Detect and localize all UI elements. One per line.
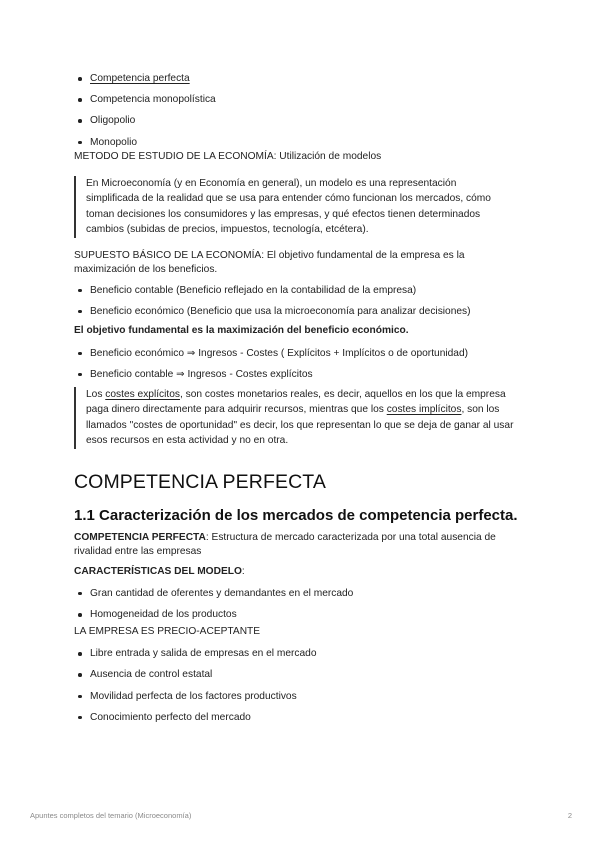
list-item: Competencia monopolística xyxy=(74,93,524,106)
list-item: Movilidad perfecta de los factores productivos xyxy=(74,690,524,703)
list-item: Beneficio contable (Beneficio reflejado en la contabilidad de la empresa) xyxy=(74,284,524,297)
list-item: Ausencia de control estatal xyxy=(74,668,524,681)
objective-statement xyxy=(74,324,524,338)
list-link[interactable]: Competencia perfecta xyxy=(90,73,190,84)
subsection-heading: 1.1 Caracterización de los mercados de competencia perfecta. xyxy=(74,506,518,524)
profit-list xyxy=(74,284,524,318)
basic-assumption: SUPUESTO BÁSICO DE LA ECONOMÍA: El objetivo fundamental de la empresa es la maximización de los beneficios. xyxy=(74,249,465,275)
quote-text: , son costes monetarios reales, es decir, aquellos en los que la empresa paga dinero directamente para adquirir recursos, mientras que los xyxy=(86,388,506,416)
list-item: Libre entrada y salida de empresas en el mercado xyxy=(74,647,524,660)
characteristics-list-2 xyxy=(74,647,524,724)
formula-list xyxy=(74,347,524,381)
link-explicit-costs[interactable]: costes explícitos xyxy=(105,388,181,400)
list-item: Monopolio xyxy=(74,136,524,149)
list-item[interactable] xyxy=(74,72,524,85)
document-body xyxy=(74,70,524,732)
price-taker-note: LA EMPRESA ES PRECIO-ACEPTANTE xyxy=(74,626,261,638)
list-item: Beneficio contable ⇒ Ingresos - Costes explícitos xyxy=(74,368,524,381)
list-item: Homogeneidad de los productos xyxy=(74,608,524,621)
page-number: 2 xyxy=(567,811,572,820)
objective-bold: El objetivo fundamental es la maximización del beneficio económico. xyxy=(74,324,409,336)
list-item: Oligopolio xyxy=(74,114,524,127)
model-quote: En Microeconomía (y en Economía en general), un modelo es una representación simplificada de la realidad que se usa para entender cómo funcionan los mercados, cómo toman decisiones los consumidores y las empresas, y qué efectos tienen determinados cambios (subidas de precios, impuestos, tecnología, etcétera). xyxy=(74,176,498,238)
link-implicit-costs[interactable]: costes implícitos xyxy=(386,404,462,416)
characteristics-colon: : xyxy=(241,565,245,577)
footer-title: Apuntes completos del temario (Microeconomía) xyxy=(30,811,192,820)
section-heading: COMPETENCIA PERFECTA xyxy=(74,470,326,493)
list-item: Gran cantidad de oferentes y demandantes en el mercado xyxy=(74,587,524,600)
definition xyxy=(74,531,519,559)
market-list xyxy=(74,72,524,149)
list-item: Conocimiento perfecto del mercado xyxy=(74,711,524,724)
characteristics-list xyxy=(74,587,524,621)
characteristics-bold: CARACTERÍSTICAS DEL MODELO xyxy=(74,565,242,577)
method-title: METODO DE ESTUDIO DE LA ECONOMÍA: Utilización de modelos xyxy=(74,150,382,162)
definition-text: : Estructura de mercado caracterizada por una total ausencia de rivalidad entre las empresas xyxy=(74,531,496,557)
quote-text: , son los llamados "costes de oportunidad" es decir, los que representan lo que se deja de ganar al usar esos recursos en esta actividad y no en otra. xyxy=(86,404,514,447)
characteristics-title xyxy=(74,565,524,579)
list-item: Beneficio económico (Beneficio que usa la microeconomía para analizar decisiones) xyxy=(74,305,524,318)
quote-text: Los xyxy=(86,388,106,400)
definition-term: COMPETENCIA PERFECTA xyxy=(74,531,206,543)
list-item: Beneficio económico ⇒ Ingresos - Costes ( Explícitos + Implícitos o de oportunidad) xyxy=(74,347,524,360)
costs-quote xyxy=(74,387,528,449)
